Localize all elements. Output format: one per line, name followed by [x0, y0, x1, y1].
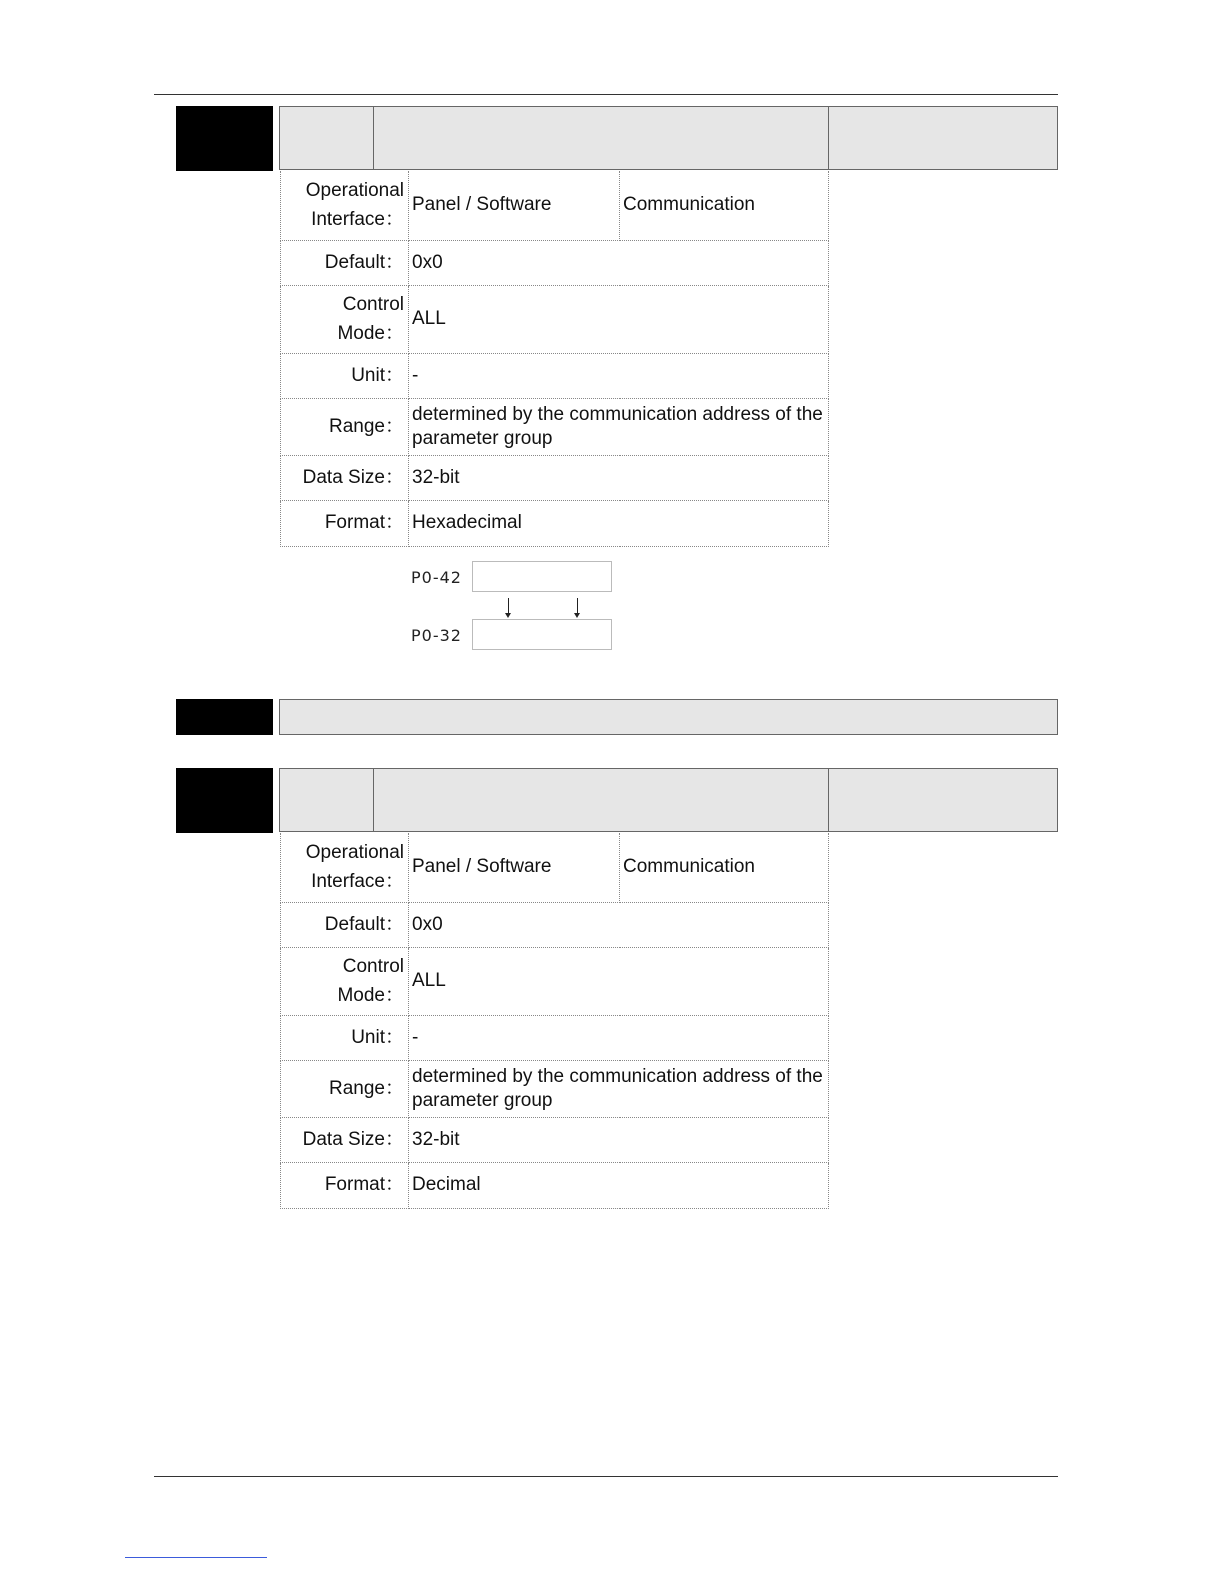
mapping-diagram: [400, 560, 640, 655]
section-code-box: [176, 699, 273, 735]
default-value: 0x0: [409, 902, 829, 947]
source-parameter-box: [472, 561, 612, 592]
control-mode-row: [281, 285, 829, 353]
footer-rule: [154, 1476, 1058, 1477]
interface-label-line2: Interface：: [311, 870, 404, 892]
format-label: Format：: [281, 500, 409, 546]
interface-row: [281, 833, 829, 902]
unit-row: [281, 1015, 829, 1060]
header-rule: [154, 94, 1058, 95]
source-parameter-label: P0-42: [411, 568, 462, 587]
default-row: [281, 240, 829, 285]
format-row: [281, 1162, 829, 1208]
data-size-value: 32-bit: [409, 455, 829, 500]
control-mode-label-line1: Control: [342, 955, 404, 977]
section-header: [279, 699, 1058, 735]
down-arrow-icon: [577, 598, 578, 614]
interface-label-line1: Operational: [305, 841, 404, 863]
format-value: Hexadecimal: [409, 500, 829, 546]
control-mode-label-line1: Control: [342, 293, 404, 315]
default-label: Default：: [281, 902, 409, 947]
range-label: Range：: [281, 398, 409, 455]
parameter-attributes-table: [280, 833, 829, 1209]
control-mode-label: [281, 947, 409, 1015]
data-size-label: Data Size：: [281, 1117, 409, 1162]
control-mode-row: [281, 947, 829, 1015]
format-value: Decimal: [409, 1162, 829, 1208]
parameter-header: [279, 106, 1058, 170]
control-mode-value: ALL: [409, 285, 829, 353]
unit-row: [281, 353, 829, 398]
default-row: [281, 902, 829, 947]
interface-label: [281, 833, 409, 902]
header-cell-address: [829, 769, 1057, 831]
data-size-label: Data Size：: [281, 455, 409, 500]
parameter-code-box: [176, 768, 273, 833]
format-row: [281, 500, 829, 546]
interface-row: [281, 171, 829, 240]
unit-value: -: [409, 1015, 829, 1060]
header-cell-name: [374, 769, 829, 831]
control-mode-label-line2: Mode：: [337, 984, 404, 1006]
header-cell-code: [280, 769, 374, 831]
control-mode-label: [281, 285, 409, 353]
range-row: [281, 398, 829, 455]
footer-link-underline[interactable]: [125, 1557, 267, 1558]
unit-label: Unit：: [281, 1015, 409, 1060]
parameter-header: [279, 768, 1058, 832]
down-arrow-icon: [508, 598, 509, 614]
header-cell-code: [280, 107, 374, 169]
interface-label: [281, 171, 409, 240]
control-mode-label-line2: Mode：: [337, 322, 404, 344]
data-size-row: [281, 1117, 829, 1162]
parameter-attributes-table: [280, 171, 829, 547]
interface-comm-value: Communication: [620, 833, 829, 902]
target-parameter-box: [472, 619, 612, 650]
interface-panel-value: Panel / Software: [409, 171, 620, 240]
header-cell-name: [374, 107, 829, 169]
interface-label-line1: Operational: [305, 179, 404, 201]
target-parameter-label: P0-32: [411, 626, 462, 645]
unit-value: -: [409, 353, 829, 398]
default-value: 0x0: [409, 240, 829, 285]
interface-panel-value: Panel / Software: [409, 833, 620, 902]
default-label: Default：: [281, 240, 409, 285]
header-cell-address: [829, 107, 1057, 169]
data-size-value: 32-bit: [409, 1117, 829, 1162]
range-label: Range：: [281, 1060, 409, 1117]
control-mode-value: ALL: [409, 947, 829, 1015]
parameter-code-box: [176, 106, 273, 171]
interface-comm-value: Communication: [620, 171, 829, 240]
unit-label: Unit：: [281, 353, 409, 398]
format-label: Format：: [281, 1162, 409, 1208]
data-size-row: [281, 455, 829, 500]
range-row: [281, 1060, 829, 1117]
interface-label-line2: Interface：: [311, 208, 404, 230]
range-value: determined by the communication address of the parameter group: [409, 398, 829, 455]
range-value: determined by the communication address of the parameter group: [409, 1060, 829, 1117]
